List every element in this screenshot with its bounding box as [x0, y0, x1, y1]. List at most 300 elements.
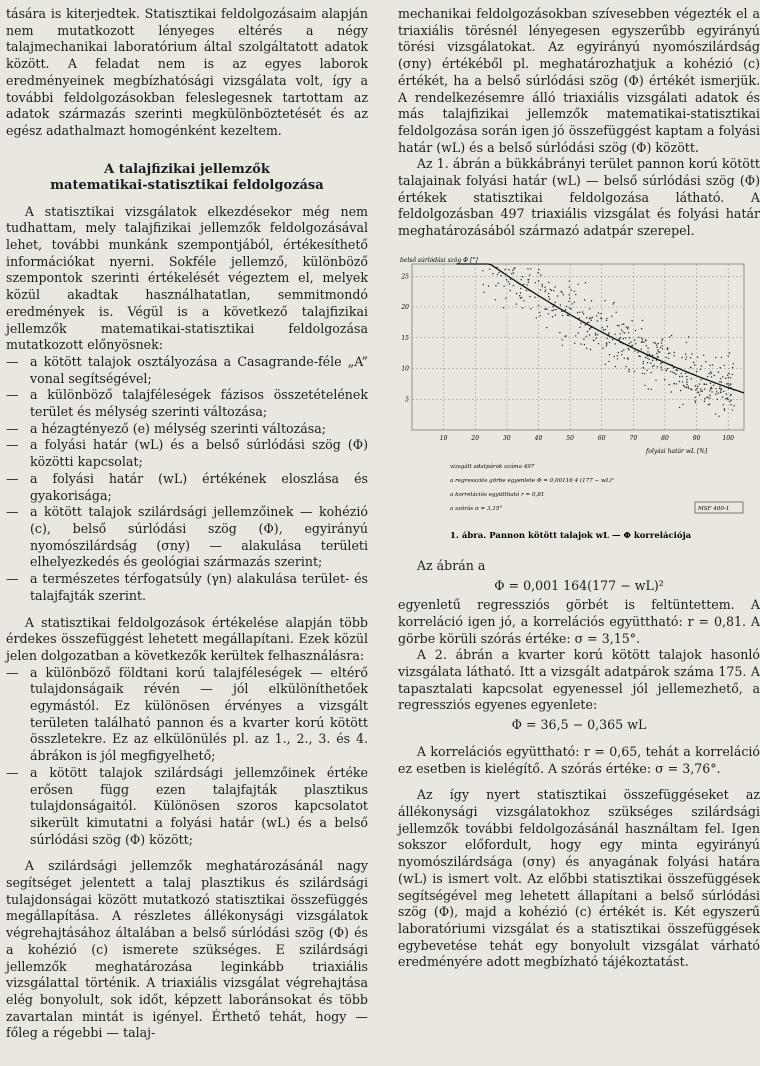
data-point — [727, 374, 728, 375]
data-point — [534, 296, 535, 297]
data-point — [580, 343, 581, 344]
data-point — [710, 388, 711, 389]
data-point — [732, 374, 733, 375]
data-point — [682, 404, 683, 405]
data-point — [506, 279, 507, 280]
data-point — [627, 328, 628, 329]
data-point — [643, 367, 644, 368]
data-point — [659, 351, 660, 352]
data-point — [627, 357, 628, 358]
data-point — [644, 373, 645, 374]
list-item: — a kötött talajok osztályozása a Casagrande-féle „A” vonal segítségével; — [6, 354, 368, 387]
data-point — [691, 389, 692, 390]
data-point — [653, 342, 654, 343]
data-point — [728, 355, 729, 356]
data-point — [714, 375, 715, 376]
data-point — [634, 371, 635, 372]
data-point — [512, 270, 513, 271]
list-item: — a különböző földtani korú talajféleségek — eltérő tulajdonságaik révén — jól elkülöníthetőek egymástól. Ez különösen érvényes a vizsgált területen található pannon és a kvarter korú kötött összletekre. Ez az elkülönülés pl. az 1., 2., 3. és 4. ábrákon is jól megfigyelhető; — [6, 665, 368, 765]
data-point — [725, 377, 726, 378]
data-point — [520, 288, 521, 289]
data-point — [642, 373, 643, 374]
data-point — [595, 334, 596, 335]
data-point — [591, 300, 592, 301]
data-point — [598, 312, 599, 313]
data-point — [721, 357, 722, 358]
data-point — [694, 364, 695, 365]
data-point — [600, 313, 601, 314]
x-tick-label: 100 — [722, 434, 734, 442]
data-point — [527, 279, 528, 280]
data-point — [511, 273, 512, 274]
data-point — [652, 366, 653, 367]
data-point — [586, 347, 587, 348]
data-point — [719, 388, 720, 389]
figure-1 — [398, 252, 760, 552]
data-point — [728, 383, 729, 384]
data-point — [607, 326, 608, 327]
data-point — [685, 353, 686, 354]
data-point — [538, 305, 539, 306]
data-point — [708, 404, 709, 405]
right-column — [398, 6, 760, 971]
data-point — [641, 341, 642, 342]
data-point — [711, 386, 712, 387]
data-point — [605, 364, 606, 365]
data-point — [585, 324, 586, 325]
data-point — [651, 389, 652, 390]
data-point — [686, 342, 687, 343]
data-point — [674, 372, 675, 373]
data-point — [569, 294, 570, 295]
data-point — [733, 363, 734, 364]
data-point — [647, 362, 648, 363]
data-point — [609, 354, 610, 355]
data-point — [639, 356, 640, 357]
data-point — [629, 337, 630, 338]
data-point — [724, 408, 725, 409]
data-point — [590, 349, 591, 350]
paragraph: egyenletű regressziós görbét is feltüntettem. A korreláció igen jó, a korrelációs együttható: r = 0,81. A görbe körüli szórás értéke: σ = 3,15°. — [398, 597, 760, 646]
data-point — [649, 359, 650, 360]
x-tick-label: 10 — [439, 434, 448, 442]
data-point — [723, 404, 724, 405]
data-point — [612, 303, 613, 304]
data-point — [583, 338, 584, 339]
data-point — [516, 293, 517, 294]
data-point — [653, 365, 654, 366]
data-point — [673, 355, 674, 356]
data-point — [565, 309, 566, 310]
data-point — [641, 337, 642, 338]
data-point — [686, 387, 687, 388]
data-point — [569, 298, 570, 299]
data-point — [592, 316, 593, 317]
data-point — [642, 338, 643, 339]
data-point — [667, 368, 668, 369]
stat-n: vizsgált adatpárok száma 497 — [450, 463, 535, 470]
data-point — [681, 357, 682, 358]
data-point — [674, 352, 675, 353]
data-point — [690, 367, 691, 368]
data-point — [540, 274, 541, 275]
data-point — [710, 383, 711, 384]
data-point — [578, 332, 579, 333]
data-point — [669, 384, 670, 385]
data-point — [660, 363, 661, 364]
data-point — [695, 389, 696, 390]
data-point — [676, 383, 677, 384]
data-point — [644, 385, 645, 386]
data-point — [684, 386, 685, 387]
x-tick-label: 90 — [692, 434, 701, 442]
criteria-list — [6, 354, 368, 605]
data-point — [544, 291, 545, 292]
data-point — [688, 388, 689, 389]
data-point — [571, 289, 572, 290]
data-point — [717, 398, 718, 399]
data-point — [662, 348, 663, 349]
data-point — [699, 383, 700, 384]
data-point — [522, 307, 523, 308]
heading-line-2: matematikai-statisztikai feldolgozása — [50, 177, 324, 193]
formula-2: Φ = 36,5 − 0,365 wL — [511, 717, 647, 733]
y-axis-label: belső súrlódási szög Φ [°] — [400, 256, 478, 264]
data-point — [686, 376, 687, 377]
data-point — [625, 337, 626, 338]
data-point — [661, 339, 662, 340]
data-point — [723, 391, 724, 392]
data-point — [562, 344, 563, 345]
data-point — [509, 283, 510, 284]
data-point — [679, 376, 680, 377]
data-point — [554, 286, 555, 287]
data-point — [711, 376, 712, 377]
list-item: — a hézagtényező (e) mélység szerinti változása; — [6, 421, 368, 438]
data-point — [645, 339, 646, 340]
data-point — [508, 281, 509, 282]
data-point — [617, 355, 618, 356]
stat-r: a korrelációs együttható r = 0,81 — [450, 491, 545, 498]
data-point — [574, 291, 575, 292]
data-point — [662, 345, 663, 346]
data-point — [528, 281, 529, 282]
data-point — [523, 300, 524, 301]
figure-caption: 1. ábra. Pannon kötött talajok wL — Φ korrelációja — [450, 530, 692, 541]
paragraph: Az 1. ábrán a bükkábrányi terület pannon korú kötött talajainak folyási határ (wL) — belső súrlódási szög (Φ) értékek statisztikai feldolgozása látható. A feldolgozásban 497 triaxiális vizsgálat és folyási határ meghatározásából származó adatpár szerepel. — [398, 156, 760, 239]
data-point — [666, 370, 667, 371]
x-axis-label: folyási határ wL [%] — [646, 447, 708, 455]
data-point — [579, 326, 580, 327]
stat-sigma: a szórás σ = 3,15° — [450, 505, 503, 512]
data-point — [700, 388, 701, 389]
data-point — [549, 298, 550, 299]
data-point — [546, 308, 547, 309]
data-point — [715, 393, 716, 394]
data-point — [580, 322, 581, 323]
data-point — [539, 315, 540, 316]
data-point — [707, 376, 708, 377]
data-point — [587, 331, 588, 332]
data-point — [646, 345, 647, 346]
data-point — [587, 322, 588, 323]
data-point — [733, 405, 734, 406]
data-point — [628, 332, 629, 333]
data-point — [584, 344, 585, 345]
list-item: — a természetes térfogatsúly (γn) alakulása terület- és talajfajták szerint. — [6, 571, 368, 604]
data-point — [575, 294, 576, 295]
data-point — [656, 344, 657, 345]
data-point — [574, 342, 575, 343]
data-point — [720, 378, 721, 379]
data-point — [697, 386, 698, 387]
data-point — [712, 364, 713, 365]
data-point — [718, 392, 719, 393]
data-point — [520, 292, 521, 293]
data-point — [730, 384, 731, 385]
data-point — [621, 351, 622, 352]
data-point — [560, 304, 561, 305]
data-point — [690, 357, 691, 358]
paragraph: A korrelációs együttható: r = 0,65, tehát a korreláció ez esetben is kielégítő. A szórás értéke: σ = 3,76°. — [398, 743, 760, 776]
data-point — [728, 385, 729, 386]
data-point — [657, 343, 658, 344]
data-point — [704, 398, 705, 399]
data-point — [696, 388, 697, 389]
data-point — [655, 342, 656, 343]
data-point — [552, 316, 553, 317]
data-point — [527, 268, 528, 269]
data-point — [568, 315, 569, 316]
data-point — [575, 335, 576, 336]
data-point — [706, 396, 707, 397]
paragraph: Az ábrán a — [416, 557, 486, 573]
data-point — [621, 329, 622, 330]
data-point — [643, 341, 644, 342]
data-point — [681, 373, 682, 374]
data-point — [569, 280, 570, 281]
stat-equation: a regressziós görbe egyenlete Φ = 0,00116 4 (177 − wL)² — [450, 477, 614, 484]
data-point — [585, 282, 586, 283]
data-point — [647, 369, 648, 370]
data-point — [626, 326, 627, 327]
findings-list — [6, 665, 368, 849]
data-point — [679, 381, 680, 382]
data-point — [705, 361, 706, 362]
data-point — [492, 273, 493, 274]
data-point — [617, 358, 618, 359]
data-point — [601, 318, 602, 319]
data-point — [657, 349, 658, 350]
y-tick-label: 5 — [405, 396, 409, 404]
data-point — [720, 367, 721, 368]
data-point — [513, 285, 514, 286]
data-point — [634, 350, 635, 351]
data-point — [720, 389, 721, 390]
data-point — [535, 282, 536, 283]
data-point — [591, 319, 592, 320]
data-point — [657, 356, 658, 357]
data-point — [656, 347, 657, 348]
regression-curve — [456, 264, 744, 393]
data-point — [715, 413, 716, 414]
data-point — [697, 356, 698, 357]
data-point — [523, 284, 524, 285]
data-point — [614, 356, 615, 357]
data-point — [497, 274, 498, 275]
data-point — [582, 311, 583, 312]
data-point — [608, 332, 609, 333]
data-point — [686, 379, 687, 380]
data-point — [648, 388, 649, 389]
data-point — [588, 322, 589, 323]
data-point — [727, 399, 728, 400]
x-tick-label: 30 — [503, 434, 511, 442]
data-point — [571, 303, 572, 304]
data-point — [521, 279, 522, 280]
data-point — [595, 332, 596, 333]
data-point — [730, 377, 731, 378]
data-point — [615, 333, 616, 334]
data-point — [546, 327, 547, 328]
list-item: — a kötött talajok szilárdsági jellemzőinek értéke erősen függ ezen talajfajták plasztikus tulajdonságaitól. Különösen szoros kapcsolatot sikerült kimutatni a folyási határ (wL) és a belső súrlódási szög (Φ) között; — [6, 765, 368, 849]
data-point — [539, 311, 540, 312]
data-point — [718, 415, 719, 416]
paragraph: mechanikai feldolgozásokban szívesebben végezték el a triaxiális törésnél lényegesen egyszerűbb egyirányú törési vizsgálatokat. Az egyirányú nyomószilárdság (σny) értékéből pl. meghatározhatjuk a kohézió (c) értékét, ha a belső súrlódási szög (Φ) értékét ismerjük. A rendelkezésemre álló triaxiális vizsgálati adatok és más talajfizikai jellemzők matematikai-statisztikai feldolgozása során igen jó összefüggést kaptam a folyási határ (wL) és a belső súrlódási szög (Φ) között. — [398, 6, 760, 155]
data-point — [709, 390, 710, 391]
x-tick-label: 20 — [471, 434, 480, 442]
data-point — [709, 403, 710, 404]
data-point — [607, 337, 608, 338]
data-point — [562, 339, 563, 340]
data-point — [685, 372, 686, 373]
paragraph: tására is kiterjedtek. Statisztikai feldolgozásaim alapján nem mutatkozott lényeges eltérés a négy talajmechanikai laboratórium által szolgáltatott adatok között. A feladat nem is az egyes laborok eredményeinek megbízhatósági vizsgálata volt, így a további feldolgozásokban feleslegesnek tartottam az adatok származás szerinti megkülönböztetését és az egész adathalmazt homogénként kezeltem. — [6, 6, 368, 138]
list-item: — a folyási határ (wL) értékének eloszlása és gyakorisága; — [6, 471, 368, 504]
figure-code: MSF 400-1 — [698, 505, 730, 512]
data-point — [536, 317, 537, 318]
data-point — [611, 315, 612, 316]
data-point — [542, 286, 543, 287]
data-point — [542, 284, 543, 285]
data-point — [658, 351, 659, 352]
data-point — [586, 317, 587, 318]
data-point — [569, 286, 570, 287]
data-point — [699, 394, 700, 395]
data-point — [553, 309, 554, 310]
data-point — [661, 366, 662, 367]
data-point — [691, 353, 692, 354]
paragraph: A szilárdsági jellemzők meghatározásánál nagy segítséget jelentett a talaj plasztikus és szilárdsági tulajdonságai között mutatkozó statisztikai összefüggés megállapítása. A részletes állékonysági vizsgálatok végrehajtásához általában a belső súrlódási szög (Φ) és a kohézió (c) ismerete szükséges. E szilárdsági jellemzők meghatározása leginkább triaxiális vizsgálattal történik. A triaxiális vizsgálat végrehajtása elég bonyolult, sok időt, képzett laboránsokat és több zavartalan mintát is igényel. Érthető tehát, hogy — főleg a régebbi — talaj- — [6, 858, 368, 1041]
data-point — [638, 336, 639, 337]
data-point — [551, 310, 552, 311]
data-point — [555, 314, 556, 315]
y-tick-label: 15 — [401, 334, 409, 342]
data-point — [620, 337, 621, 338]
data-point — [498, 272, 499, 273]
data-point — [606, 345, 607, 346]
data-point — [655, 380, 656, 381]
data-point — [616, 311, 617, 312]
data-point — [718, 371, 719, 372]
data-point — [606, 342, 607, 343]
data-point — [551, 289, 552, 290]
y-tick-label: 10 — [401, 365, 409, 373]
data-point — [618, 325, 619, 326]
data-point — [637, 351, 638, 352]
data-point — [589, 308, 590, 309]
data-point — [700, 369, 701, 370]
data-point — [589, 334, 590, 335]
data-point — [660, 346, 661, 347]
data-point — [488, 285, 489, 286]
data-point — [605, 329, 606, 330]
data-point — [526, 284, 527, 285]
data-point — [593, 340, 594, 341]
data-point — [729, 401, 730, 402]
data-point — [624, 332, 625, 333]
data-point — [695, 400, 696, 401]
data-point — [577, 312, 578, 313]
data-point — [711, 372, 712, 373]
data-point — [668, 353, 669, 354]
data-point — [555, 301, 556, 302]
data-point — [590, 317, 591, 318]
data-point — [650, 362, 651, 363]
data-point — [615, 343, 616, 344]
data-point — [726, 383, 727, 384]
data-point — [671, 335, 672, 336]
data-point — [727, 397, 728, 398]
data-point — [698, 392, 699, 393]
data-point — [548, 293, 549, 294]
data-point — [709, 397, 710, 398]
data-point — [642, 320, 643, 321]
data-point — [617, 325, 618, 326]
data-point — [696, 371, 697, 372]
data-point — [520, 297, 521, 298]
data-point — [545, 308, 546, 309]
data-point — [519, 295, 520, 296]
data-point — [615, 366, 616, 367]
data-point — [553, 290, 554, 291]
data-point — [548, 313, 549, 314]
data-point — [647, 357, 648, 358]
data-point — [693, 362, 694, 363]
data-point — [641, 328, 642, 329]
data-point — [719, 386, 720, 387]
data-point — [623, 349, 624, 350]
data-point — [537, 272, 538, 273]
data-point — [621, 354, 622, 355]
data-point — [589, 328, 590, 329]
data-point — [682, 376, 683, 377]
data-point — [629, 343, 630, 344]
data-point — [560, 291, 561, 292]
data-point — [500, 275, 501, 276]
data-point — [612, 339, 613, 340]
data-point — [548, 296, 549, 297]
data-point — [709, 364, 710, 365]
plot-frame — [412, 264, 744, 430]
data-point — [695, 397, 696, 398]
data-point — [589, 318, 590, 319]
data-point — [597, 320, 598, 321]
data-point — [710, 371, 711, 372]
data-point — [505, 297, 506, 298]
data-point — [482, 270, 483, 271]
data-point — [608, 361, 609, 362]
data-point — [628, 326, 629, 327]
